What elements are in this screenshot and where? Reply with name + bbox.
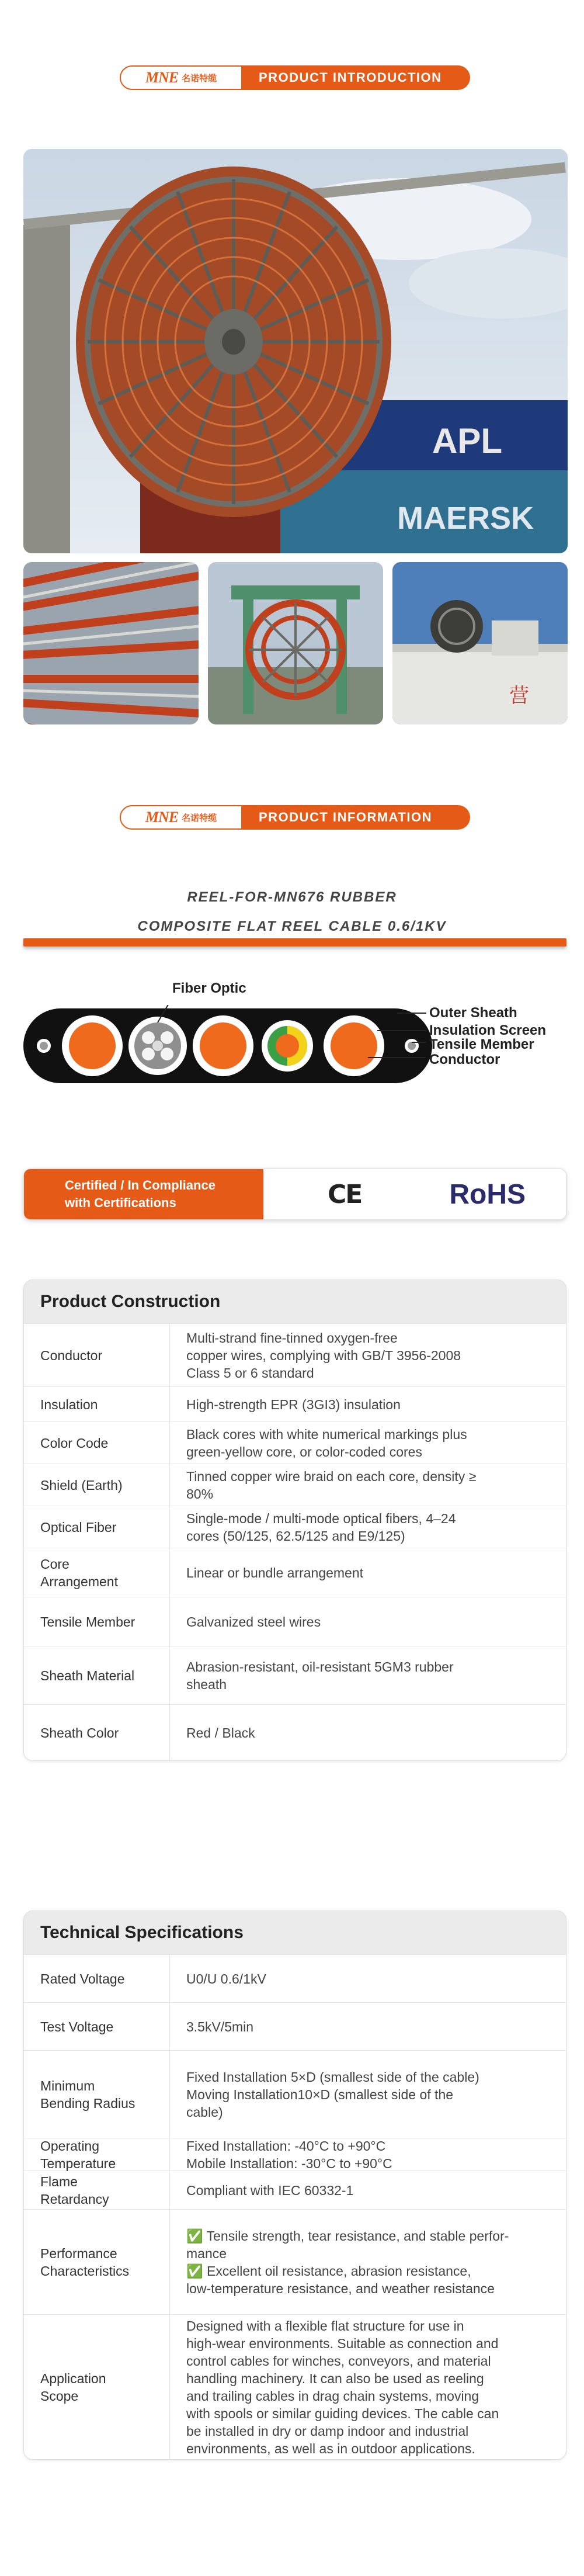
row-value xyxy=(170,2171,566,2209)
tensile-member-left xyxy=(37,1039,51,1053)
label-insulation-screen: Insulation Screen xyxy=(429,1022,547,1038)
table-row xyxy=(24,1422,566,1464)
table-row xyxy=(24,1954,566,2002)
product-title-line2: COMPOSITE FLAT REEL CABLE 0.6/1KV xyxy=(137,918,447,934)
row-value-line: handling machinery. It can also be used as reeling xyxy=(186,2370,484,2386)
cable-cross-section xyxy=(23,980,566,1087)
rohs-mark: RoHS xyxy=(449,1178,526,1210)
table-row xyxy=(24,2171,566,2209)
table-row xyxy=(24,1506,566,1548)
row-key-line: Shield (Earth) xyxy=(40,1477,123,1493)
table-row xyxy=(24,1323,566,1386)
row-key xyxy=(24,1646,170,1704)
brand-logo xyxy=(120,65,242,90)
product-construction-heading: Product Construction xyxy=(24,1280,566,1323)
row-value-line: be installed in dry or damp indoor and industrial xyxy=(186,2423,469,2439)
earth-core-green-yellow xyxy=(262,1020,313,1072)
row-value-line: Tinned copper wire braid on each core, density ≥ xyxy=(186,1468,477,1484)
row-key-line: Core xyxy=(40,1556,69,1572)
row-value-line: Abrasion-resistant, oil-resistant 5GM3 rubber xyxy=(186,1659,454,1674)
row-value xyxy=(170,1955,566,2002)
row-value xyxy=(170,1324,566,1386)
table-row xyxy=(24,1704,566,1760)
row-value xyxy=(170,1387,566,1422)
row-key xyxy=(24,1506,170,1548)
power-core-3 xyxy=(324,1015,384,1076)
table-row xyxy=(24,1597,566,1646)
row-key xyxy=(24,2003,170,2050)
row-key-line: Rated Voltage xyxy=(40,1971,125,1986)
row-value xyxy=(170,1506,566,1548)
row-key xyxy=(24,1387,170,1422)
row-value-line: U0/U 0.6/1kV xyxy=(186,1971,266,1986)
row-value-line: High-strength EPR (3GI3) insulation xyxy=(186,1396,401,1412)
section-banner-information xyxy=(120,805,470,830)
technical-specifications-heading: Technical Specifications xyxy=(24,1911,566,1954)
certification-marks xyxy=(263,1169,566,1219)
row-value-line: ✅ Tensile strength, tear resistance, and stable perfor- xyxy=(186,2228,509,2244)
label-fiber-optic: Fiber Optic xyxy=(172,980,246,996)
row-key-line: Characteristics xyxy=(40,2263,130,2279)
row-value-line: mance xyxy=(186,2245,227,2261)
table-row xyxy=(24,2050,566,2138)
brand-logo-mark: MNE xyxy=(145,69,179,86)
label-tensile-member: Tensile Member xyxy=(429,1036,534,1052)
row-key-line: Arrangement xyxy=(40,1573,118,1589)
row-key-line: Minimum xyxy=(40,2078,95,2093)
row-value-line: and trailing cables in drag chain systems, moving xyxy=(186,2388,479,2404)
row-value-line: Class 5 or 6 standard xyxy=(186,1365,314,1381)
fiber-optic-bundle xyxy=(128,1017,187,1075)
row-value xyxy=(170,1422,566,1464)
row-value xyxy=(170,1597,566,1646)
row-key-line: Temperature xyxy=(40,2155,116,2171)
row-key-line: Application xyxy=(40,2370,106,2386)
row-value-line: Designed with a flexible flat structure for use in xyxy=(186,2318,464,2334)
row-value-line: Multi-strand fine-tinned oxygen-free xyxy=(186,1330,398,1346)
row-key-line: Sheath Material xyxy=(40,1667,135,1683)
certification-label-line2: with Certifications xyxy=(65,1195,176,1210)
row-value xyxy=(170,1646,566,1704)
row-key-line: Color Code xyxy=(40,1435,109,1451)
row-key xyxy=(24,1955,170,2002)
row-key-line: Test Voltage xyxy=(40,2019,114,2034)
row-key-line: Scope xyxy=(40,2388,79,2404)
row-value-line: Black cores with white numerical markings plus xyxy=(186,1426,467,1442)
row-key xyxy=(24,1597,170,1646)
row-value-line: Compliant with IEC 60332-1 xyxy=(186,2182,354,2198)
row-key-line: Tensile Member xyxy=(40,1614,135,1629)
technical-specifications-table xyxy=(23,1911,566,2460)
thumbnail-crane-reel xyxy=(208,562,383,724)
row-value-line: sheath xyxy=(186,1676,227,1692)
thumbnail-crane-cabin xyxy=(392,562,568,724)
banner-title: PRODUCT INTRODUCTION xyxy=(242,65,470,90)
row-value-line: Fixed Installation 5×D (smallest side of the cable) xyxy=(186,2069,479,2085)
row-key xyxy=(24,2051,170,2138)
row-value-line: cable) xyxy=(186,2104,223,2120)
table-row xyxy=(24,2138,566,2171)
row-value-line: Galvanized steel wires xyxy=(186,1614,321,1629)
row-value xyxy=(170,1548,566,1597)
row-value-line: low-temperature resistance, and weather resistance xyxy=(186,2280,495,2296)
certification-label xyxy=(24,1169,263,1219)
table-row xyxy=(24,1386,566,1422)
brand-logo-chinese: 名诺特缆 xyxy=(182,73,217,84)
table-row xyxy=(24,1646,566,1704)
certification-bar xyxy=(23,1169,566,1220)
row-value-line: environments, as well as in outdoor applications. xyxy=(186,2440,475,2456)
row-key xyxy=(24,2138,170,2171)
row-value xyxy=(170,1464,566,1506)
tensile-member-right xyxy=(405,1039,419,1053)
brand-logo-mark: MNE xyxy=(145,809,179,826)
row-key-line: Optical Fiber xyxy=(40,1519,117,1535)
row-key-line: Insulation xyxy=(40,1396,98,1412)
row-key xyxy=(24,2210,170,2314)
row-key-line: Conductor xyxy=(40,1347,103,1363)
row-value xyxy=(170,2051,566,2138)
power-core-2 xyxy=(193,1015,253,1076)
product-construction-table xyxy=(23,1280,566,1761)
row-value-line: 3.5kV/5min xyxy=(186,2019,254,2034)
row-key xyxy=(24,1422,170,1464)
row-key-line: Performance xyxy=(40,2245,117,2261)
row-key xyxy=(24,2315,170,2459)
row-value-line: high-wear environments. Suitable as connection and xyxy=(186,2335,499,2351)
section-banner-introduction xyxy=(120,65,470,90)
certification-label-line1: Certified / In Compliance xyxy=(65,1178,215,1192)
row-key-line: Flame xyxy=(40,2173,78,2189)
label-conductor: Conductor xyxy=(429,1052,500,1067)
row-value-line: Fixed Installation: -40°C to +90°C xyxy=(186,2138,386,2154)
row-value-line: cores (50/125, 62.5/125 and E9/125) xyxy=(186,1528,405,1544)
brand-logo-chinese: 名诺特缆 xyxy=(182,813,217,823)
row-value-line: ✅ Excellent oil resistance, abrasion resistance, xyxy=(186,2263,471,2279)
row-key-line: Retardancy xyxy=(40,2191,109,2207)
row-value-line: green-yellow core, or color-coded cores xyxy=(186,1444,422,1459)
row-value-line: 80% xyxy=(186,1486,214,1502)
maersk-container-sign: MAERSK xyxy=(397,501,534,536)
row-key xyxy=(24,1548,170,1597)
row-key xyxy=(24,2171,170,2209)
table-row xyxy=(24,2209,566,2314)
row-value-line: Single-mode / multi-mode optical fibers, 4–24 xyxy=(186,1510,456,1526)
row-key xyxy=(24,1324,170,1386)
row-key xyxy=(24,1705,170,1760)
row-value-line: with spools or similar guiding devices. The cable can xyxy=(186,2405,499,2421)
table-row xyxy=(24,1548,566,1597)
row-key-line: Operating xyxy=(40,2138,100,2154)
hero-photo-cable-reel xyxy=(23,149,568,553)
apl-container-sign: APL xyxy=(432,421,502,460)
table-row xyxy=(24,2314,566,2459)
banner-title: PRODUCT INFORMATION xyxy=(242,805,470,830)
table-row xyxy=(24,2002,566,2050)
row-value-line: Red / Black xyxy=(186,1725,255,1741)
ce-mark: CE xyxy=(328,1179,362,1209)
row-value-line: Linear or bundle arrangement xyxy=(186,1565,364,1580)
row-value-line: copper wires, complying with GB/T 3956-2008 xyxy=(186,1347,461,1363)
row-value xyxy=(170,2003,566,2050)
row-value xyxy=(170,2138,566,2171)
row-value xyxy=(170,1705,566,1760)
title-underline-bar xyxy=(23,938,566,947)
cabin-sign-character: 营 xyxy=(509,684,529,708)
row-value-line: control cables for winches, conveyors, and material xyxy=(186,2353,491,2369)
power-core-1 xyxy=(62,1015,123,1076)
thumbnail-reel-closeup xyxy=(23,562,199,724)
row-value-line: Moving Installation10×D (smallest side of the xyxy=(186,2086,454,2102)
row-key xyxy=(24,1464,170,1506)
label-outer-sheath: Outer Sheath xyxy=(429,1005,517,1021)
product-title-line1: REEL-FOR-MN676 RUBBER xyxy=(187,889,397,905)
row-key-line: Bending Radius xyxy=(40,2095,135,2111)
row-value xyxy=(170,2315,566,2459)
row-value-line: Mobile Installation: -30°C to +90°C xyxy=(186,2155,392,2171)
brand-logo xyxy=(120,805,242,830)
row-key-line: Sheath Color xyxy=(40,1725,119,1741)
table-row xyxy=(24,1464,566,1506)
row-value xyxy=(170,2210,566,2314)
